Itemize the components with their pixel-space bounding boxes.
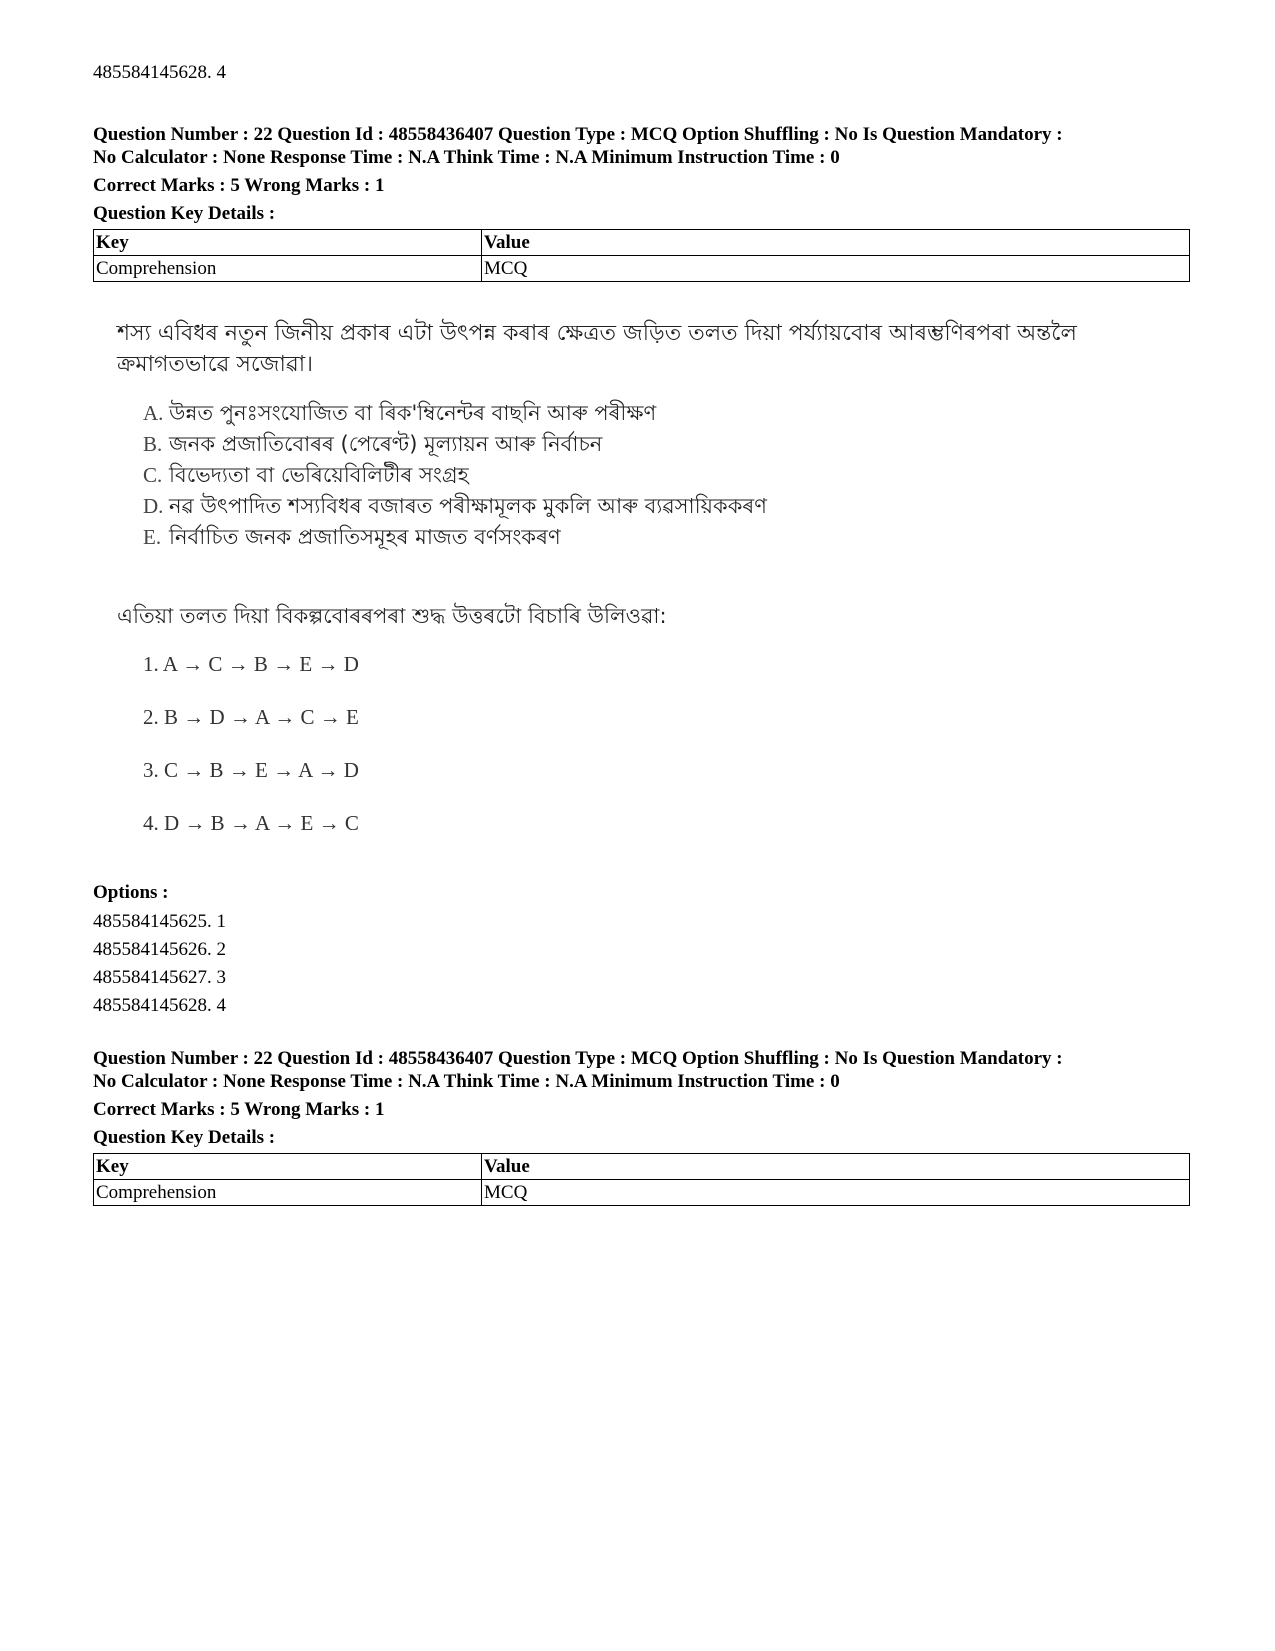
option-item: 485584145626. 2 bbox=[93, 939, 226, 960]
statement-item bbox=[143, 491, 1117, 522]
options-list bbox=[93, 908, 226, 1020]
question-image bbox=[117, 318, 1117, 878]
statement-item bbox=[143, 398, 1117, 429]
statement-letter: D. bbox=[143, 494, 164, 518]
question-instruction: এতিয়া তলত দিয়া বিকল্পবোৰৰপৰা শুদ্ধ উত্তৰটো বিচাৰি উলিওৱা: bbox=[117, 604, 667, 628]
table-cell-key: Comprehension bbox=[94, 256, 482, 282]
key-details-table bbox=[93, 1153, 1190, 1206]
marks-line: Correct Marks : 5 Wrong Marks : 1 bbox=[93, 175, 385, 196]
question-header-line2: No Calculator : None Response Time : N.A Think Time : N.A Minimum Instruction Time : 0 bbox=[93, 1071, 840, 1092]
choice-item: 3. C → B → E → A → D bbox=[143, 758, 359, 782]
previous-option-line: 485584145628. 4 bbox=[93, 62, 226, 83]
key-details-label: Question Key Details : bbox=[93, 1127, 276, 1148]
options-section bbox=[93, 881, 226, 1020]
choice-item: 4. D → B → A → E → C bbox=[143, 811, 359, 835]
statement-text: নিৰ্বাচিত জনক প্ৰজাতিসমূহৰ মাজত বৰ্ণসংকৰণ bbox=[169, 525, 561, 549]
table-header-key: Key bbox=[94, 230, 482, 256]
key-details-label: Question Key Details : bbox=[93, 203, 276, 224]
statement-item bbox=[143, 429, 1117, 460]
question-block bbox=[93, 123, 1190, 282]
question-header-line2: No Calculator : None Response Time : N.A Think Time : N.A Minimum Instruction Time : 0 bbox=[93, 147, 840, 168]
table-cell-key: Comprehension bbox=[94, 1180, 482, 1206]
table-header-row bbox=[94, 230, 1190, 256]
question-stem: শস্য এবিধৰ নতুন জিনীয় প্ৰকাৰ এটা উৎপন্ন কৰাৰ ক্ষেত্ৰত জড়িত তলত দিয়া পৰ্য্যায়বোৰ আৰম্ভণিৰপৰা অন্তলৈ ক্ৰমাগতভাৱে সজোৱা। bbox=[117, 321, 1077, 377]
option-item: 485584145625. 1 bbox=[93, 911, 226, 932]
question-header-line1: Question Number : 22 Question Id : 48558436407 Question Type : MCQ Option Shuffling : No Is Question Mandatory : bbox=[93, 124, 1063, 145]
choice-item: 1. A → C → B → E → D bbox=[143, 652, 359, 676]
table-header-key: Key bbox=[94, 1154, 482, 1180]
statement-text: উন্নত পুনঃসংযোজিত বা ৰিক'ম্বিনেন্টৰ বাছনি আৰু পৰীক্ষণ bbox=[169, 401, 657, 425]
options-title: Options : bbox=[93, 882, 169, 903]
statement-item bbox=[143, 460, 1117, 491]
statement-text: জনক প্ৰজাতিবোৰৰ (পেৰেণ্ট) মূল্যায়ন আৰু নিৰ্বাচন bbox=[169, 432, 603, 456]
table-cell-value: MCQ bbox=[482, 256, 1190, 282]
table-row bbox=[94, 256, 1190, 282]
statement-text: বিভেদ্যতা বা ভেৰিয়েবিলিটীৰ সংগ্ৰহ bbox=[169, 463, 469, 487]
statement-letter: C. bbox=[143, 463, 163, 487]
key-details-table bbox=[93, 229, 1190, 282]
marks-line: Correct Marks : 5 Wrong Marks : 1 bbox=[93, 1099, 385, 1120]
statement-text: নৱ উৎপাদিত শস্যবিধৰ বজাৰত পৰীক্ষামূলক মুকলি আৰু ব্যৱসায়িককৰণ bbox=[169, 494, 767, 518]
question-header-line1: Question Number : 22 Question Id : 48558436407 Question Type : MCQ Option Shuffling : No Is Question Mandatory : bbox=[93, 1048, 1063, 1069]
statement-letter: B. bbox=[143, 432, 163, 456]
table-header-value: Value bbox=[482, 230, 1190, 256]
table-row bbox=[94, 1180, 1190, 1206]
table-header-row bbox=[94, 1154, 1190, 1180]
option-item: 485584145627. 3 bbox=[93, 967, 226, 988]
statement-list bbox=[143, 398, 1117, 553]
table-header-value: Value bbox=[482, 1154, 1190, 1180]
option-item: 485584145628. 4 bbox=[93, 995, 226, 1016]
question-block bbox=[93, 1047, 1190, 1206]
statement-letter: A. bbox=[143, 401, 164, 425]
table-cell-value: MCQ bbox=[482, 1180, 1190, 1206]
statement-letter: E. bbox=[143, 525, 162, 549]
statement-item bbox=[143, 522, 1117, 553]
choice-list bbox=[143, 649, 1117, 861]
choice-item: 2. B → D → A → C → E bbox=[143, 705, 359, 729]
